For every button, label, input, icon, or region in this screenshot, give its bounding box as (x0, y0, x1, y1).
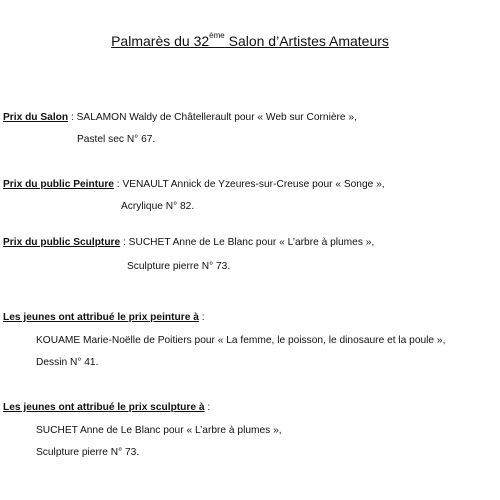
youth-painting-heading-line (3, 311, 205, 324)
youth-painting-label: Les jeunes ont attribué le prix peinture à (3, 312, 199, 323)
title-prefix: Palmarès du 32 (111, 33, 210, 49)
prize-public-painting-separator: : (113, 179, 123, 190)
prize-salon-detail: Pastel sec N° 67. (77, 134, 156, 145)
prize-salon-heading-line (3, 111, 357, 124)
youth-painting-separator: : (198, 312, 205, 323)
prize-public-painting-detail: Acrylique N° 82. (121, 201, 195, 212)
youth-painting-winner: KOUAME Marie-Noëlle de Poitiers pour « La femme, le poisson, le dinosaure et la poule », (36, 335, 446, 346)
prize-salon-separator: : (68, 112, 77, 123)
youth-sculpture-winner: SUCHET Anne de Le Blanc pour « L’arbre à plumes », (36, 425, 282, 436)
prize-public-sculpture-label: Prix du public Sculpture (3, 237, 121, 248)
prize-public-painting-label: Prix du public Peinture (3, 179, 114, 190)
prize-salon-label: Prix du Salon (3, 112, 69, 123)
document-title (0, 33, 500, 49)
youth-sculpture-heading-line (3, 401, 210, 414)
youth-sculpture-detail: Sculpture pierre N° 73. (36, 447, 140, 458)
prize-public-sculpture-separator: : (120, 237, 129, 248)
prize-public-painting-winner: VENAULT Annick de Yzeures-sur-Creuse pour « Songe », (122, 179, 385, 190)
title-superscript: ème (209, 31, 225, 40)
prize-public-sculpture-winner: SUCHET Anne de Le Blanc pour « L’arbre à plumes », (128, 237, 375, 248)
youth-sculpture-separator: : (204, 402, 211, 413)
prize-salon-winner: SALAMON Waldy de Châtellerault pour « Web sur Cornière », (76, 112, 357, 123)
youth-sculpture-label: Les jeunes ont attribué le prix sculpture à (3, 402, 205, 413)
prize-public-sculpture-heading-line (3, 236, 374, 249)
youth-painting-detail: Dessin N° 41. (36, 357, 99, 368)
title-suffix: Salon d’Artistes Amateurs (224, 33, 389, 49)
prize-public-painting-heading-line (3, 178, 385, 191)
prize-public-sculpture-detail: Sculpture pierre N° 73. (127, 261, 231, 272)
